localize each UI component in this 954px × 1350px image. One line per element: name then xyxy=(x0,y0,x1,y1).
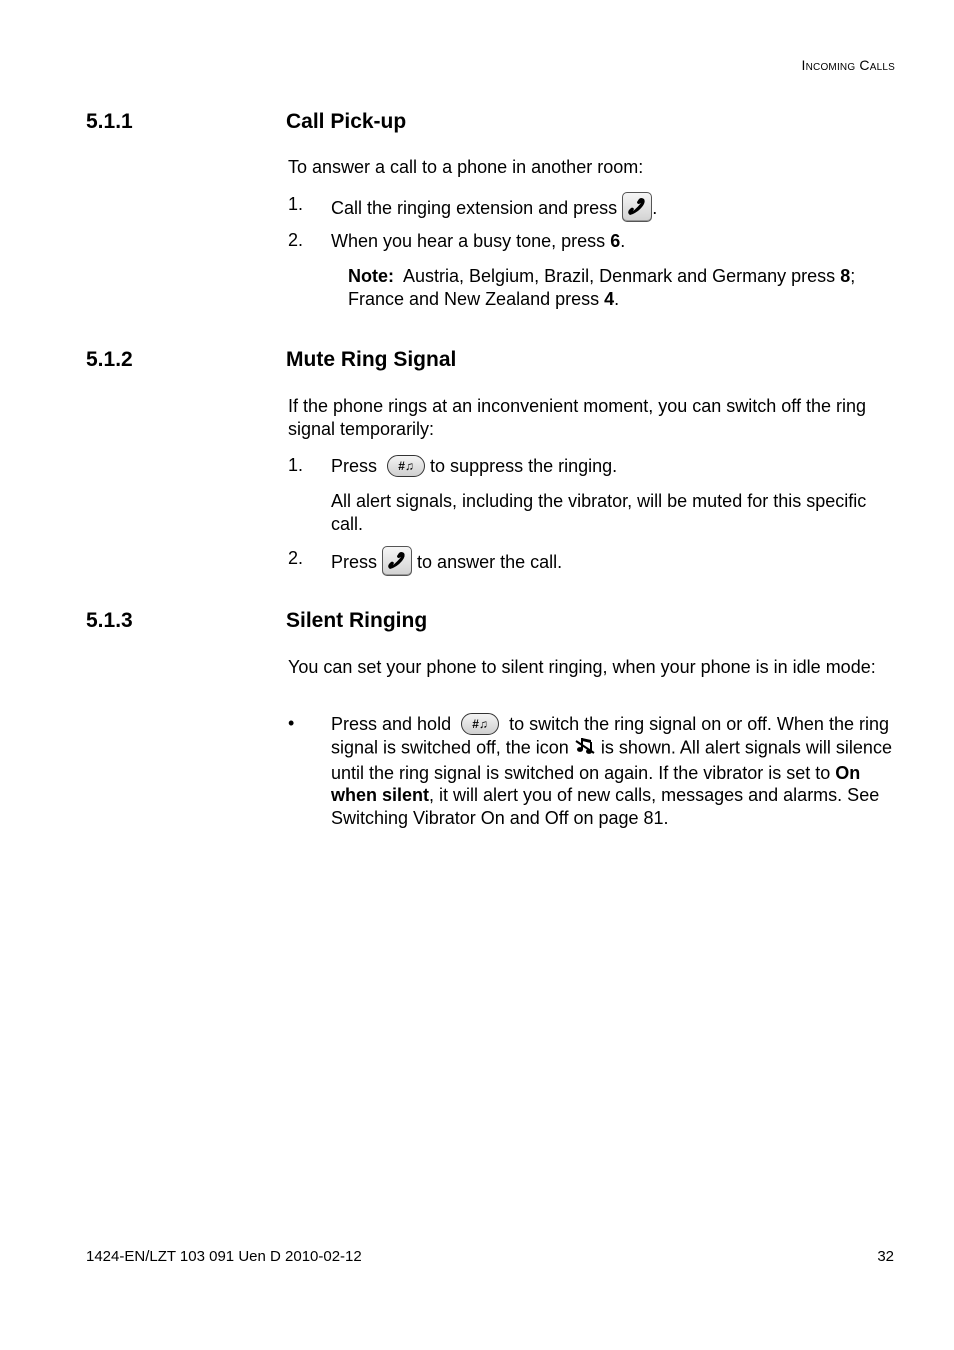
intro-text: To answer a call to a phone in another room: xyxy=(288,157,644,177)
silent-ring-icon xyxy=(574,735,596,761)
step-label: to answer the call. xyxy=(417,551,563,572)
bullet-label: Press and hold xyxy=(331,714,452,734)
bullet-marker: • xyxy=(288,713,295,733)
key-digit: 6 xyxy=(610,231,621,251)
step-number: 1. xyxy=(288,194,304,214)
punctuation: . xyxy=(614,288,620,309)
step-number: 2. xyxy=(288,548,304,568)
step-text xyxy=(331,230,897,253)
hash-mute-key-icon: #♫ xyxy=(387,455,425,477)
step-text xyxy=(331,548,897,578)
step-number: 2. xyxy=(288,230,304,250)
step-label: to suppress the ringing. xyxy=(430,456,618,476)
note-text: Austria, Belgium, Brazil, Denmark and Germany press xyxy=(403,266,836,286)
page-number: 32 xyxy=(877,1248,894,1265)
punctuation: . xyxy=(620,231,626,251)
step-label: When you hear a busy tone, press xyxy=(331,231,606,251)
setting-name: On when silent xyxy=(331,762,861,806)
note-text: France and New Zealand press xyxy=(348,288,600,309)
section-title: Silent Ringing xyxy=(286,609,428,632)
punctuation: ; xyxy=(850,266,856,286)
bullet-text xyxy=(331,713,897,829)
bullet-label: , it will alert you of new calls, messages and alarms. See Switching Vibrator On and Off on page 81. xyxy=(331,785,880,828)
section-number: 5.1.2 xyxy=(86,348,133,371)
note-label: Note: xyxy=(348,266,394,286)
bullet-label: to switch the ring signal on or off. When the ring signal is switched off, the icon xyxy=(331,714,889,758)
intro-text: If the phone rings at an inconvenient moment, you can switch off the ring signal temporarily: xyxy=(288,396,867,439)
step-label: Press xyxy=(331,551,378,572)
hash-mute-key-icon: #♫ xyxy=(461,713,499,735)
running-header: Incoming Calls xyxy=(801,57,895,73)
step-number: 1. xyxy=(288,455,304,475)
step-label: Call the ringing extension and press xyxy=(331,197,618,218)
document-id: 1424-EN/LZT 103 091 Uen D 2010-02-12 xyxy=(86,1248,362,1265)
key-digit: 4 xyxy=(604,288,615,309)
step-label: Press xyxy=(331,456,378,476)
key-digit: 8 xyxy=(840,266,851,286)
step-detail: All alert signals, including the vibrator, will be muted for this specific call. xyxy=(331,491,867,534)
note xyxy=(348,265,898,310)
section-title: Call Pick-up xyxy=(286,110,407,133)
intro-text: You can set your phone to silent ringing, when your phone is in idle mode: xyxy=(288,657,876,677)
off-hook-key-icon xyxy=(622,192,652,222)
section-title: Mute Ring Signal xyxy=(286,348,457,371)
section-number: 5.1.3 xyxy=(86,609,133,632)
bullet-label: is shown. All alert signals will silence until the ring signal is switched on again. If the vibrator is set to xyxy=(331,737,892,783)
step-text xyxy=(331,194,897,224)
off-hook-key-icon xyxy=(382,546,412,576)
punctuation: . xyxy=(652,197,658,218)
section-number: 5.1.1 xyxy=(86,110,133,133)
step-text xyxy=(331,455,897,478)
